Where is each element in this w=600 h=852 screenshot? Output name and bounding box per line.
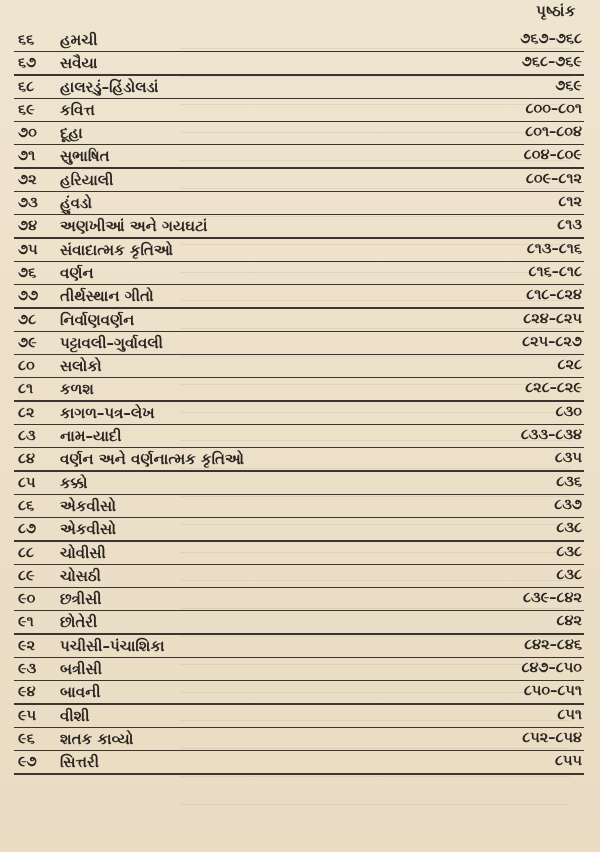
entry-title: ચોવીસી: [60, 543, 106, 562]
entry-number: ૯૩: [18, 661, 37, 678]
entry-title: બત્રીસી: [60, 660, 103, 679]
entry-title: વર્ણન: [60, 263, 94, 282]
toc-entry: [0, 309, 600, 332]
entry-pages: ૭૬૯: [555, 77, 582, 94]
entry-pages: ૮૩૫: [554, 450, 582, 467]
entry-pages: ૮૫૨–૮૫૪: [522, 729, 582, 746]
entry-pages: ૮૪૨–૮૪૬: [524, 636, 582, 653]
entry-title: સવૈયા: [60, 54, 98, 73]
entry-number: ૭૪: [18, 218, 38, 235]
toc-entry: [0, 728, 600, 751]
entry-pages: ૮૩૩–૮૩૪: [520, 427, 582, 444]
table-of-contents: [0, 29, 600, 775]
toc-entry: [0, 122, 600, 145]
toc-entry: [0, 588, 600, 611]
entry-number: ૭૬: [18, 264, 37, 281]
entry-number: ૮૯: [18, 567, 35, 584]
entry-pages: ૮૨૪–૮૨૫: [523, 310, 582, 327]
entry-pages: ૮૩૮: [556, 566, 582, 583]
toc-entry: [0, 332, 600, 355]
entry-pages: ૮૩૮: [556, 520, 582, 537]
entry-pages: ૮૦૧–૮૦૪: [525, 124, 582, 141]
entry-number: ૬૭: [18, 55, 37, 72]
entry-pages: ૮૧૩–૮૧૬: [526, 240, 582, 257]
toc-entry: [0, 145, 600, 168]
toc-entry: [0, 29, 600, 52]
entry-number: ૯૫: [18, 707, 37, 724]
toc-entry: [0, 518, 600, 541]
entry-title: એકવીસો: [60, 520, 116, 539]
entry-number: ૯૦: [18, 591, 36, 608]
entry-number: ૭૮: [18, 311, 37, 328]
entry-pages: ૮૧૨: [558, 194, 582, 211]
entry-number: ૯૭: [18, 754, 37, 771]
entry-title: નિર્વાણવર્ણન: [60, 310, 135, 329]
toc-entry: [0, 402, 600, 425]
toc-entry: [0, 262, 600, 285]
entry-pages: ૮૪૭–૮૫૦: [521, 660, 582, 677]
entry-title: સિત્તરી: [60, 753, 100, 772]
entry-number: ૯૪: [18, 684, 36, 701]
entry-pages: ૮૨૮–૮૨૯: [525, 380, 582, 397]
entry-number: ૮૮: [18, 544, 34, 561]
toc-entry: [0, 239, 600, 262]
entry-pages: ૮૩૬: [556, 473, 582, 490]
entry-title: કાગળ–પત્ર–લેખ: [60, 403, 155, 422]
entry-pages: ૮૩૭: [554, 496, 582, 513]
toc-entry: [0, 681, 600, 704]
entry-pages: ૮૩૯–૮૪૨: [523, 590, 582, 607]
entry-title: નામ–યાદી: [60, 427, 122, 446]
entry-pages: ૮૧૬–૮૧૮: [528, 263, 582, 280]
entry-number: ૯૨: [18, 637, 36, 654]
entry-number: ૮૨: [18, 404, 35, 421]
entry-pages: ૮૩૮: [556, 543, 582, 560]
toc-entry: [0, 169, 600, 192]
entry-title: પચીસી–પંચાશિકા: [60, 636, 165, 655]
entry-pages: ૭૬૭–૭૬૮: [520, 31, 582, 47]
entry-number: ૬૯: [18, 101, 35, 118]
entry-pages: ૮૧૮–૮૨૪: [526, 287, 582, 304]
entry-number: ૮૭: [18, 521, 37, 538]
entry-title: અણખીઆં અને ગયઘટાં: [60, 217, 208, 236]
toc-entry: [0, 472, 600, 495]
entry-pages: ૮૦૦–૮૦૧: [525, 100, 582, 117]
toc-entry: [0, 355, 600, 378]
entry-title: કક્કો: [60, 473, 88, 492]
entry-number: ૭૧: [18, 148, 36, 165]
entry-title: વીશી: [60, 706, 90, 725]
entry-title: હાલરડું–હિંડોલડાં: [60, 77, 159, 96]
entry-pages: ૮૫૦–૮૫૧: [523, 683, 582, 700]
toc-entry: [0, 565, 600, 588]
entry-number: ૭૭: [18, 288, 39, 305]
entry-title: દૂહા: [60, 124, 83, 143]
entry-number: ૭૨: [18, 171, 37, 188]
entry-title: ચોસઠી: [60, 566, 101, 585]
page-number-column-header: પૃષ્ઠાંક: [536, 2, 576, 20]
toc-entry: [0, 52, 600, 75]
entry-title: સંવાદાત્મક કૃતિઓ: [60, 240, 173, 259]
entry-number: ૭૫: [18, 241, 38, 258]
entry-number: ૯૬: [18, 730, 35, 747]
entry-number: ૮૫: [18, 474, 36, 491]
entry-pages: ૮૫૧: [557, 706, 582, 723]
entry-number: ૭૯: [18, 334, 37, 351]
entry-title: તીર્થસ્થાન ગીતો: [60, 287, 154, 306]
entry-pages: ૮૦૯–૮૧૨: [525, 170, 582, 187]
toc-entry: [0, 495, 600, 518]
row-divider: [14, 773, 584, 774]
entry-pages: ૮૪૨: [556, 613, 582, 630]
entry-pages: ૭૬૮–૭૬૯: [521, 54, 582, 71]
entry-title: કવિત્ત: [60, 100, 95, 119]
entry-number: ૮૪: [18, 451, 35, 468]
toc-entry: [0, 76, 600, 99]
entry-pages: ૮૧૩: [557, 217, 582, 234]
entry-number: ૯૧: [18, 614, 34, 631]
toc-entry: [0, 215, 600, 238]
toc-entry: [0, 448, 600, 471]
entry-number: ૬૬: [18, 32, 35, 48]
toc-entry: [0, 611, 600, 634]
entry-pages: ૮૦૪–૮૦૯: [523, 147, 582, 164]
toc-entry: [0, 378, 600, 401]
entry-pages: ૮૨૮: [557, 357, 582, 374]
toc-entry: [0, 635, 600, 658]
toc-entry: [0, 542, 600, 565]
entry-title: બાવની: [60, 683, 101, 702]
toc-entry: [0, 658, 600, 681]
entry-number: ૮૩: [18, 428, 36, 445]
entry-title: છત્રીસી: [60, 590, 102, 609]
entry-number: ૭૩: [18, 195, 38, 212]
entry-title: સુભાષિત: [60, 147, 110, 166]
entry-number: ૮૧: [18, 381, 34, 398]
entry-pages: ૮૫૫: [554, 753, 582, 770]
entry-title: હમચી: [60, 31, 98, 49]
entry-title: વર્ણન અને વર્ણનાત્મક કૃતિઓ: [60, 450, 244, 469]
entry-number: ૭૦: [18, 125, 37, 142]
entry-pages: ૮૩૦: [555, 403, 582, 420]
entry-pages: ૮૨૫–૮૨૭: [522, 333, 582, 350]
entry-title: સલોકો: [60, 357, 102, 376]
toc-entry: [0, 705, 600, 728]
entry-number: ૮૦: [18, 358, 35, 375]
entry-title: કળશ: [60, 380, 94, 399]
entry-title: શતક કાવ્યો: [60, 729, 134, 748]
toc-entry: [0, 425, 600, 448]
toc-entry: [0, 99, 600, 122]
entry-number: ૬૮: [18, 78, 35, 95]
toc-entry: [0, 192, 600, 215]
entry-title: હરિયાલી: [60, 170, 114, 189]
entry-title: પટ્ટાવલી–ગુર્વાવલી: [60, 333, 163, 352]
entry-number: ૮૬: [18, 497, 35, 514]
entry-title: હુંવડો: [60, 194, 92, 213]
toc-entry: [0, 285, 600, 308]
entry-title: છોતેરી: [60, 613, 98, 632]
entry-title: એકવીસો: [60, 496, 116, 515]
toc-entry: [0, 751, 600, 774]
